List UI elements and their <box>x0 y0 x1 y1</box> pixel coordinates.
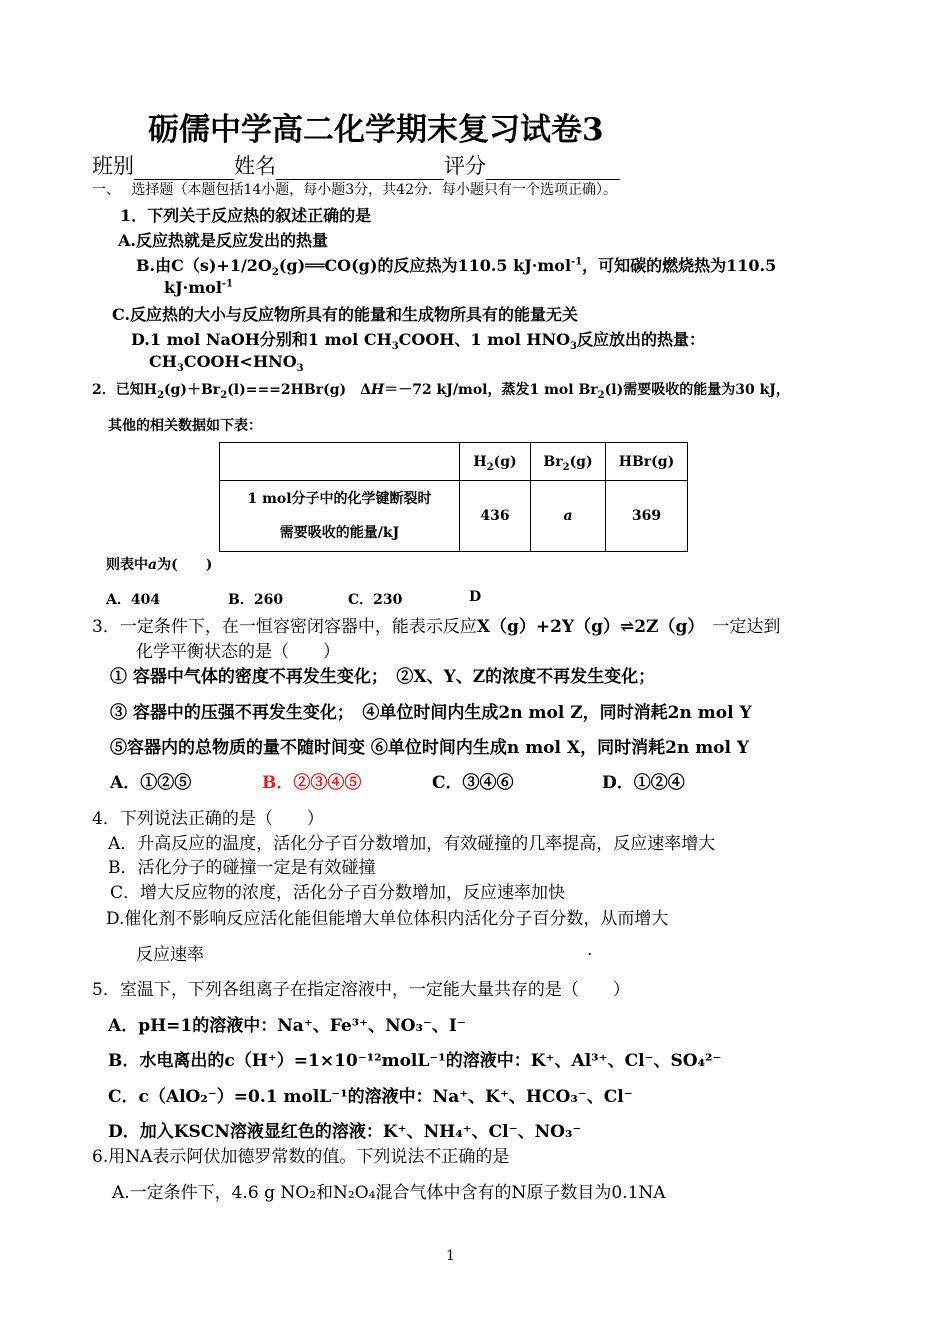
q4-stem: 4．下列说法正确的是（ ） <box>92 809 324 829</box>
name-field[interactable] <box>276 159 444 180</box>
q4-option-b: B．活化分子的碰撞一定是有效碰撞 <box>108 858 376 878</box>
table-cell-br2: a <box>531 481 606 552</box>
q2-option-d: D <box>469 589 482 605</box>
q2-stem: 2．已知$H_2(g)+Br_2(l)===2HBr(g)$ ΔH＝－72 kJ/mol，蒸发1 mol $Br_2(l)$需要吸收的能量为30 kJ， <box>92 382 790 401</box>
q4-option-d-cont: 反应速率 <box>136 945 204 965</box>
bond-energy-table <box>219 442 688 552</box>
q3-option-b: B．②③④⑤ <box>262 773 362 793</box>
q1-option-b: B.由$C(s)+1/2O_2(g)══CO(g)$的反应热为110.5 kJ·mol$^{-1}$，可知碳的燃烧热为110.5 <box>136 256 777 279</box>
q2-option-c: C．230 <box>348 592 403 608</box>
q1-option-b-cont: kJ·mol$^{-1}$ <box>164 278 234 297</box>
name-label: 姓名 <box>234 154 276 178</box>
q1-stem: 1．下列关于反应热的叙述正确的是 <box>120 206 372 225</box>
q3-option-c: C．③④⑥ <box>432 773 514 793</box>
q3-option-a: A．①②⑤ <box>110 773 192 793</box>
q3-stem-cont: 化学平衡状态的是（ ） <box>136 642 340 662</box>
table-header-br2: $Br_2(g)$ <box>531 443 606 481</box>
table-corner-cell <box>220 443 460 481</box>
q1-option-c: C.反应热的大小与反应物所具有的能量和生成物所具有的能量无关 <box>112 305 579 324</box>
section-heading: 一、 选择题（本题包括14小题，每小题3分，共42分．每小题只有一个选项正确）。 <box>92 182 617 198</box>
q6-option-a: A.一定条件下，4.6 g NO₂和N₂O₄混合气体中含有的N原子数目为0.1NA <box>112 1183 666 1203</box>
class-field[interactable] <box>134 159 234 180</box>
q2-option-b: B．260 <box>228 592 284 608</box>
q6-stem: 6.用NA表示阿伏加德罗常数的值。下列说法不正确的是 <box>92 1147 510 1167</box>
q3-condition-3: ⑤容器内的总物质的量不随时间变 ⑥单位时间内生成n mol X，同时消耗2n mol Y <box>110 738 750 758</box>
table-cell-hbr: 369 <box>606 481 688 552</box>
q1-option-d: D.1 mol NaOH分别和1 mol $CH_3COOH$、1 mol $HNO_3$反应放出的热量： <box>131 330 706 353</box>
q3-stem: 3．一定条件下，在一恒容密闭容器中，能表示反应X（g）+2Y（g）⇌2Z（g） 一定达到 <box>92 617 781 637</box>
q5-option-c: C．c（AlO₂⁻）=0.1 molL⁻¹的溶液中：Na⁺、K⁺、HCO₃⁻、Cl⁻ <box>108 1087 633 1107</box>
q2-ask: 则表中a为( ) <box>106 557 213 573</box>
table-header-h2: $H_2(g)$ <box>460 443 531 481</box>
q2-option-a: A．404 <box>106 592 161 608</box>
class-label: 班别 <box>92 154 134 178</box>
q5-option-b: B．水电离出的c（H⁺）=1×10⁻¹²molL⁻¹的溶液中：K⁺、Al³⁺、Cl⁻、SO₄²⁻ <box>108 1051 722 1071</box>
score-field[interactable] <box>486 159 620 180</box>
student-info-line <box>92 150 620 180</box>
q4-option-a: A．升高反应的温度，活化分子百分数增加，有效碰撞的几率提高，反应速率增大 <box>108 834 716 854</box>
page-title: 砺儒中学高二化学期末复习试卷3 <box>148 112 604 148</box>
q1-option-d-cont: $CH_3COOH<HNO_3$ <box>149 352 304 375</box>
q2-stem-cont: 其他的相关数据如下表： <box>108 418 262 434</box>
q5-option-d: D．加入KSCN溶液显红色的溶液：K⁺、NH₄⁺、Cl⁻、NO₃⁻ <box>108 1122 582 1142</box>
table-row-label: 1 mol分子中的化学键断裂时 需要吸收的能量/kJ <box>220 481 460 552</box>
table-cell-h2: 436 <box>460 481 531 552</box>
q4-option-d: D.催化剂不影响反应活化能但能增大单位体积内活化分子百分数，从而增大 <box>106 909 669 929</box>
q4-option-c: C．增大反应物的浓度，活化分子百分数增加，反应速率加快 <box>110 883 566 903</box>
q5-option-a: A．pH=1的溶液中：Na⁺、Fe³⁺、NO₃⁻、I⁻ <box>108 1016 466 1036</box>
q5-stem: 5．室温下，下列各组离子在指定溶液中，一定能大量共存的是（ ） <box>92 980 630 1000</box>
page-number: 1 <box>446 1248 455 1264</box>
q3-option-d: D．①②④ <box>602 773 685 793</box>
q3-condition-1: ① 容器中气体的密度不再发生变化； ②X、Y、Z的浓度不再发生变化； <box>110 667 656 687</box>
q3-condition-2: ③ 容器中的压强不再发生变化； ④单位时间内生成2n mol Z，同时消耗2n mol Y <box>110 703 752 723</box>
q1-option-a: A.反应热就是反应发出的热量 <box>118 231 328 250</box>
q4-dot: . <box>587 940 593 960</box>
score-label: 评分 <box>444 154 486 178</box>
table-header-hbr: HBr(g) <box>606 443 688 481</box>
